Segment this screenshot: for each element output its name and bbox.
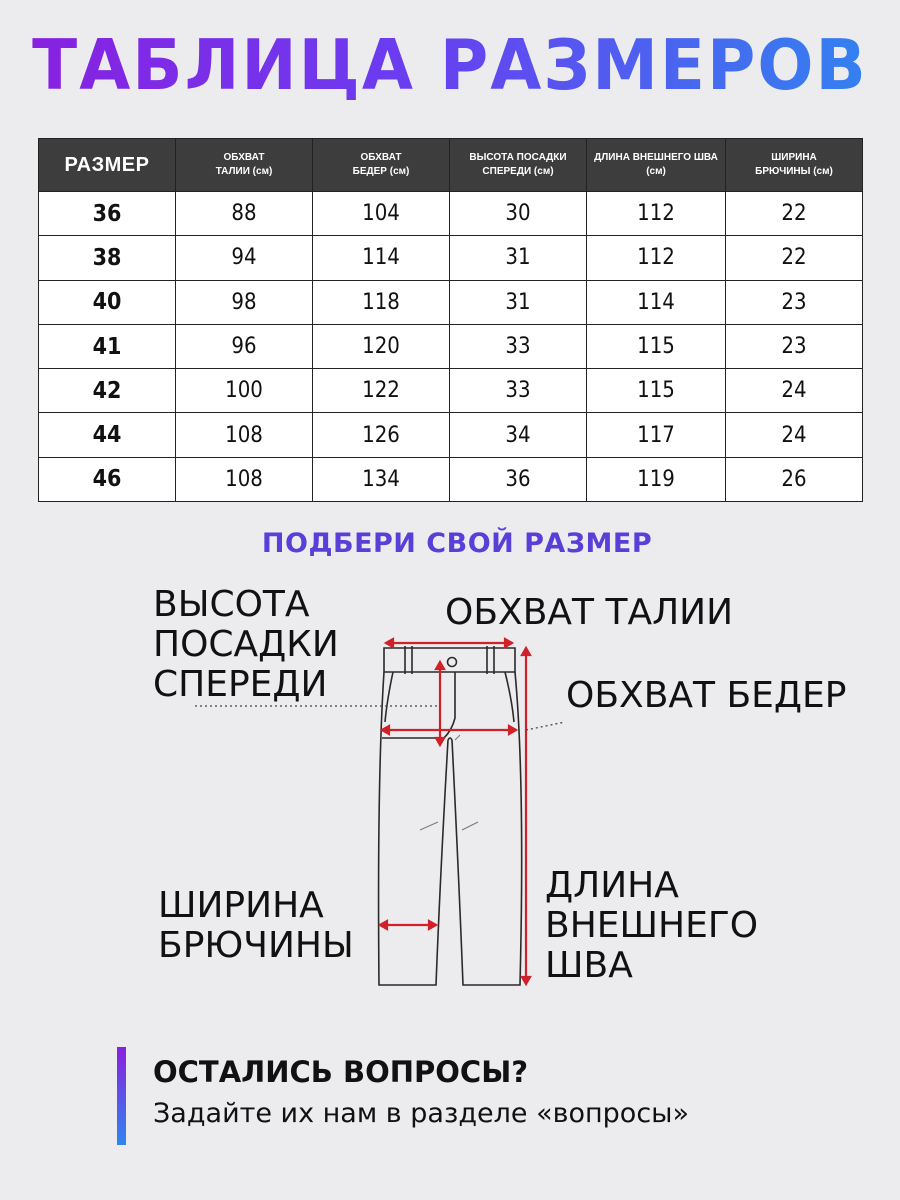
cell-size: 40 [39,280,176,324]
cell-hip: 122 [313,369,450,413]
col-header-size: РАЗМЕР [39,139,176,192]
cell-leg-width: 26 [726,457,863,501]
size-table [38,138,863,502]
cell-hip: 126 [313,413,450,457]
cell-leg-width: 22 [726,192,863,236]
cell-hip: 120 [313,324,450,368]
cell-outseam: 115 [587,369,726,413]
knee-creases [420,735,478,830]
cell-leg-width: 24 [726,413,863,457]
cell-hip: 114 [313,236,450,280]
cell-waist: 108 [176,413,313,457]
table-row [39,236,863,280]
footer-question: ОСТАЛИСЬ ВОПРОСЫ? [153,1055,529,1089]
table-row [39,457,863,501]
cell-leg-width: 23 [726,324,863,368]
cell-size: 42 [39,369,176,413]
cell-waist: 98 [176,280,313,324]
cell-size: 44 [39,413,176,457]
rise-label: ВЫСОТА ПОСАДКИ СПЕРЕДИ [153,584,339,705]
table-row [39,280,863,324]
table-header-row [39,139,863,192]
cell-hip: 118 [313,280,450,324]
cell-waist: 96 [176,324,313,368]
cell-outseam: 119 [587,457,726,501]
col-header-outseam: ДЛИНА ВНЕШНЕГО ШВА (см) [587,139,726,192]
cell-waist: 108 [176,457,313,501]
cell-hip: 104 [313,192,450,236]
cell-outseam: 114 [587,280,726,324]
cell-outseam: 112 [587,192,726,236]
cell-leg-width: 24 [726,369,863,413]
cell-rise: 30 [450,192,587,236]
cell-waist: 94 [176,236,313,280]
page-title: ТАБЛИЦА РАЗМЕРОВ [0,16,900,117]
hip-label: ОБХВАТ БЕДЕР [566,675,847,716]
cell-rise: 33 [450,369,587,413]
cell-outseam: 115 [587,324,726,368]
pants-outline [379,646,522,985]
col-header-waist: ОБХВАТ ТАЛИИ (см) [176,139,313,192]
cell-size: 41 [39,324,176,368]
waist-label: ОБХВАТ ТАЛИИ [445,592,733,633]
cell-leg-width: 22 [726,236,863,280]
footer-text: Задайте их нам в разделе «вопросы» [153,1098,690,1129]
table-row [39,369,863,413]
cell-rise: 31 [450,236,587,280]
cell-outseam: 112 [587,236,726,280]
table-row [39,324,863,368]
col-header-leg-width: ШИРИНА БРЮЧИНЫ (см) [726,139,863,192]
table-row [39,192,863,236]
cell-rise: 34 [450,413,587,457]
outseam-label: ДЛИНА ВНЕШНЕГО ШВА [545,865,759,986]
cell-leg-width: 23 [726,280,863,324]
cell-waist: 88 [176,192,313,236]
size-guide-subtitle: ПОДБЕРИ СВОЙ РАЗМЕР [261,528,653,559]
cell-size: 36 [39,192,176,236]
col-header-rise: ВЫСОТА ПОСАДКИ СПЕРЕДИ (см) [450,139,587,192]
footer-accent-bar [117,1047,126,1145]
cell-size: 46 [39,457,176,501]
cell-rise: 36 [450,457,587,501]
table-row [39,413,863,457]
col-header-hip: ОБХВАТ БЕДЕР (см) [313,139,450,192]
cell-waist: 100 [176,369,313,413]
leg-width-label: ШИРИНА БРЮЧИНЫ [158,885,354,966]
cell-rise: 31 [450,280,587,324]
cell-outseam: 117 [587,413,726,457]
cell-hip: 134 [313,457,450,501]
cell-rise: 33 [450,324,587,368]
cell-size: 38 [39,236,176,280]
